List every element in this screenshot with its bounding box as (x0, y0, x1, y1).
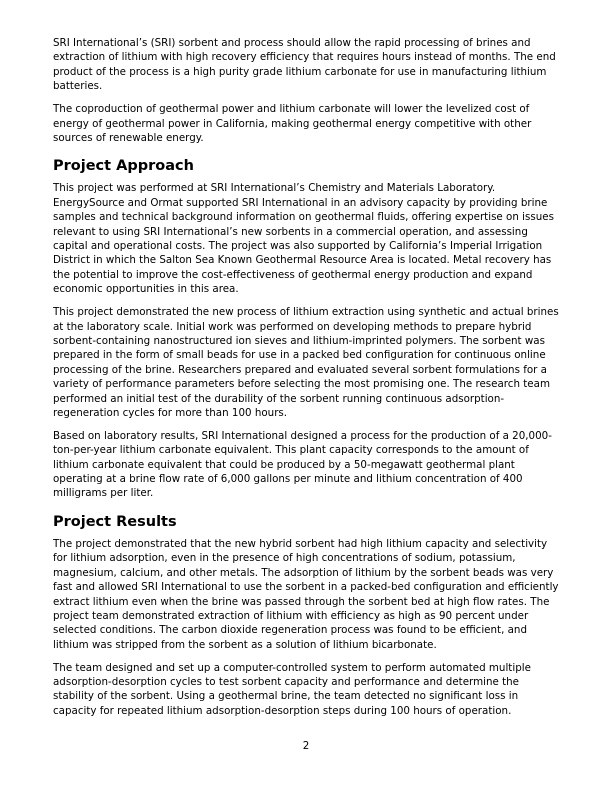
paragraph-plant-capacity: Based on laboratory results, SRI International designed a process for the production of a 20,000-ton-per-year lithium carbonate equivalent. This plant capacity corresponds to the amount of lithium carbonate equivalent that could be produced by a 50-megawatt geothermal plant operating at a brine flow rate of 6,000 gallons per minute and lithium concentration of 400 milligrams per liter. (53, 429, 552, 500)
paragraph-coproduction: The coproduction of geothermal power and lithium carbonate will lower the levelized cost of energy of geothermal power in California, making geothermal energy competitive with other sources of renewable energy. (53, 103, 532, 144)
paragraph-lithium-extraction-process: This project demonstrated the new process of lithium extraction using synthetic and actual brines at the laboratory scale. Initial work was performed on developing methods to prepare hybrid sorbent-containing nanostructured ion sieves and lithium-imprinted polymers. The sorbent was prepared in the form of small beads for use in a packed bed configuration for continuous online processing of the brine. Researchers prepared and evaluated several sorbent formulations for a variety of performance parameters before selecting the most promising one. The research team performed an initial test of the durability of the sorbent running continuous adsorption-regeneration cycles for more than 100 hours. (53, 306, 559, 419)
paragraph-sorbent-capacity-results: The project demonstrated that the new hybrid sorbent had high lithium capacity and selectivity for lithium adsorption, even in the presence of high concentrations of sodium, potassium, magnesium, calcium, and other metals. The adsorption of lithium by the sorbent beads was very fast and allowed SRI International to use the sorbent in a packed-bed configuration and efficiently extract lithium even when the brine was passed through the sorbent bed at high flow rates. The project team demonstrated extraction of lithium with efficiency as high as 90 percent under selected conditions. The carbon dioxide regeneration process was found to be efficient, and lithium was stripped from the sorbent as a solution of lithium bicarbonate. (53, 537, 559, 651)
page-number: 2 (302, 740, 310, 752)
paragraph-sorbent-process: SRI International’s (SRI) sorbent and process should allow the rapid processing of brines and extraction of lithium with high recovery efficiency that requires hours instead of months. The end product of the process is a high purity grade lithium carbonate for use in manufacturing lithium batteries. (53, 37, 556, 93)
paragraph-project-performed: This project was performed at SRI International’s Chemistry and Materials Laboratory. EnergySource and Ormat supported SRI International in an advisory capacity by providing brine samples and technical background information on geothermal fluids, offering expertise on issues relevant to using SRI International’s new sorbents in a commercial operation, and assessing capital and operational costs. The project was also supported by California’s Imperial Irrigation District in which the Salton Sea Known Geothermal Resource Area is located. Metal recovery has the potential to improve the cost-effectiveness of geothermal energy production and expand economic opportunities in this area. (53, 182, 554, 296)
heading-project-approach: Project Approach (53, 158, 194, 175)
paragraph-automated-cycle-system: The team designed and set up a computer-controlled system to perform automated multiple adsorption-desorption cycles to test sorbent capacity and performance and determine the stability of the sorbent. Using a geothermal brine, the team detected no significant loss in capacity for repeated lithium adsorption-desorption steps during 100 hours of operation. (53, 661, 531, 717)
heading-project-results: Project Results (53, 513, 177, 530)
